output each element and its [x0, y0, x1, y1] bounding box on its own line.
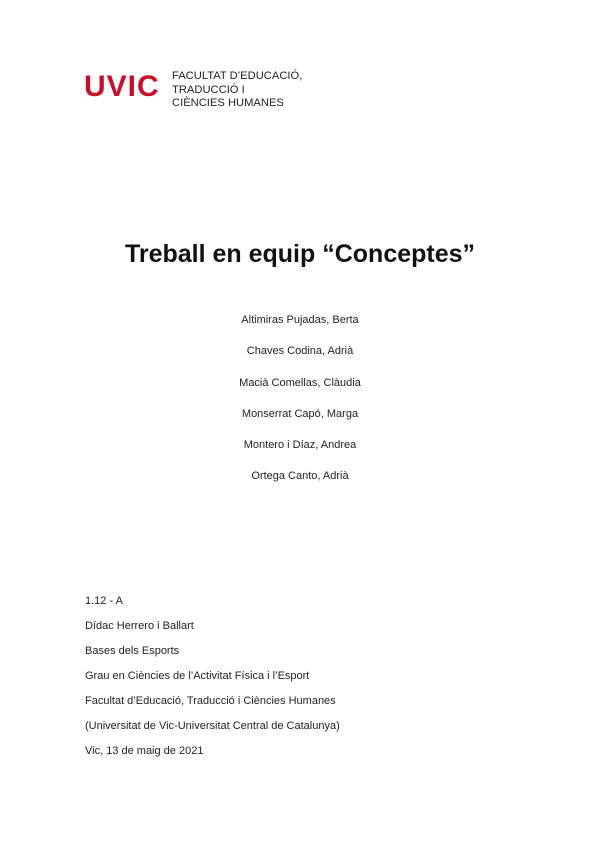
author-name: Monserrat Capó, Marga: [241, 407, 359, 420]
faculty-name-line: FACULTAT D’EDUCACIÓ,: [172, 70, 303, 82]
author-list: [0, 311, 600, 499]
course-info: [85, 592, 340, 767]
degree-name: Grau en Ciències de l’Activitat Física i l’Esport: [85, 670, 310, 682]
teacher-name: Dídac Herrero i Ballart: [85, 620, 194, 632]
group-code: 1.12 - A: [85, 595, 123, 607]
faculty-name: [172, 70, 332, 111]
author-name: Ortega Canto, Adrià: [251, 470, 349, 483]
uvic-logo-mark: UVIC: [84, 70, 160, 103]
faculty-full-name: Facultat d’Educació, Traducció i Ciències Humanes: [85, 695, 336, 707]
author-name: Montero i Díaz, Andrea: [243, 439, 357, 452]
author-name: Chaves Codina, Adrià: [246, 345, 354, 358]
faculty-name-line: CIÈNCIES HUMANES: [172, 97, 284, 109]
university-name: (Universitat de Vic-Universitat Central de Catalunya): [85, 720, 340, 732]
faculty-name-line: TRADUCCIÓ I: [172, 83, 245, 96]
subject-name: Bases dels Esports: [85, 645, 180, 657]
document-title: Treball en equip “Conceptes”: [124, 240, 476, 268]
author-name: Macià Comellas, Clàudia: [239, 376, 361, 389]
place-and-date: Vic, 13 de maig de 2021: [85, 745, 204, 757]
author-name: Altimiras Pujadas, Berta: [241, 314, 359, 326]
